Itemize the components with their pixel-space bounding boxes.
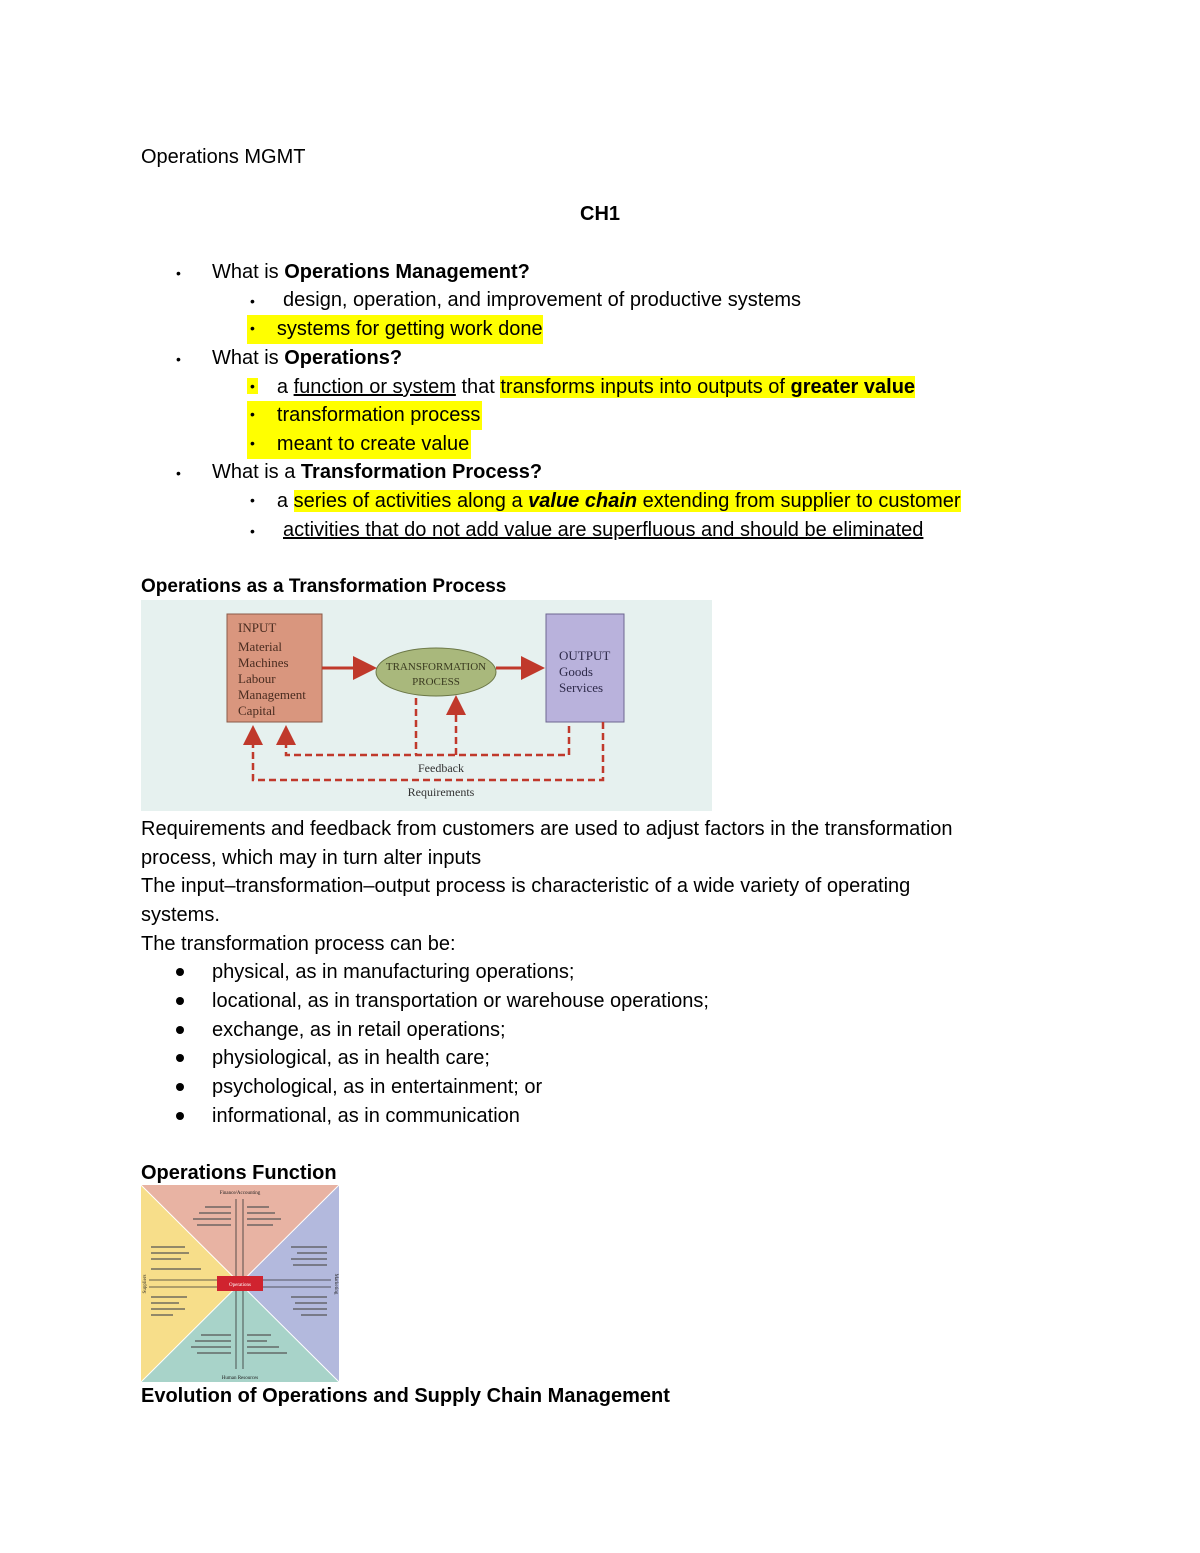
q1-answer-1: design, operation, and improvement of productive systems xyxy=(283,289,802,311)
q2-a1-bold: greater value xyxy=(790,376,916,398)
q3-a1-hl-tail: ex xyxy=(637,490,664,512)
q2-answer-3: meant to create value xyxy=(276,433,470,455)
requirements-label: Requirements xyxy=(407,785,475,799)
finance-label: Finance/Accounting xyxy=(219,1191,261,1196)
output-item: Goods xyxy=(559,664,593,679)
q2-a1-highlight-text: transforms inputs into outputs of xyxy=(500,376,791,398)
input-title: INPUT xyxy=(238,620,277,635)
process-type-item: locational, as in transportation or warehouse operations; xyxy=(212,990,709,1012)
q3-a1-value-chain: value chain xyxy=(528,490,638,512)
q1-answer-2: systems for getting work done xyxy=(276,318,543,340)
section-heading-operations-function: Operations Function xyxy=(141,1162,337,1184)
bullet-icon xyxy=(176,1054,184,1062)
bullet-icon: • xyxy=(250,435,255,451)
process-label-2: PROCESS xyxy=(412,676,460,688)
q2-answer-3-highlight xyxy=(247,430,471,459)
q1-term: Operations Management? xyxy=(284,261,530,283)
bullet-icon: • xyxy=(250,523,255,539)
document-title: Operations MGMT xyxy=(141,146,306,168)
bullet-icon: • xyxy=(250,492,255,508)
bullet-icon xyxy=(176,1026,184,1034)
paragraph-2-line-2: systems. xyxy=(141,904,220,926)
transformation-process-diagram xyxy=(141,600,712,811)
q3-a1-prefix: a xyxy=(276,490,294,512)
process-type-item: physical, as in manufacturing operations; xyxy=(212,961,575,983)
process-type-item: psychological, as in entertainment; or xyxy=(212,1076,543,1098)
operations-function-diagram xyxy=(141,1185,339,1382)
input-item: Management xyxy=(238,687,306,702)
hr-label: Human Resources xyxy=(221,1376,259,1381)
bullet-icon: • xyxy=(247,378,258,394)
q2-term: Operations? xyxy=(284,347,403,369)
question-operations xyxy=(212,344,402,372)
bullet-icon: • xyxy=(250,293,255,309)
bullet-icon: • xyxy=(176,351,181,367)
bullet-icon xyxy=(176,1083,184,1091)
output-item: Services xyxy=(559,680,604,695)
chapter-heading: CH1 xyxy=(580,203,621,225)
output-title: OUTPUT xyxy=(559,648,611,663)
q2-prefix: What is xyxy=(212,347,285,369)
q2-answer-2-highlight xyxy=(247,401,482,430)
question-operations-management xyxy=(212,258,530,286)
q3-prefix: What is a xyxy=(212,461,301,483)
input-item: Capital xyxy=(238,703,276,718)
q2-answer-1 xyxy=(247,373,915,402)
process-type-item: physiological, as in health care; xyxy=(212,1047,490,1069)
paragraph-2-line-1: The input–transformation–output process is characteristic of a wide variety of operating xyxy=(141,875,911,897)
suppliers-label: Suppliers xyxy=(143,1274,148,1294)
bullet-icon xyxy=(176,968,184,976)
input-item: Material xyxy=(238,639,283,654)
q2-a1-connector: that xyxy=(455,376,501,398)
q1-prefix: What is xyxy=(212,261,285,283)
bullet-icon xyxy=(176,1112,184,1120)
bullet-icon xyxy=(176,997,184,1005)
bullet-icon: • xyxy=(176,265,181,281)
marketing-label: Marketing xyxy=(333,1273,338,1295)
bullet-icon: • xyxy=(250,406,255,422)
question-transformation-process xyxy=(212,458,542,486)
q2-a1-highlight xyxy=(500,376,915,398)
q3-a1-hl-text: series of activities along a xyxy=(293,490,529,512)
q3-answer-2: activities that do not add value are superfluous and should be eliminated xyxy=(283,519,924,541)
input-item: Machines xyxy=(238,655,289,670)
bullet-icon: • xyxy=(250,320,255,336)
q1-answer-2-highlight xyxy=(247,315,543,344)
process-label-1: TRANSFORMATION xyxy=(385,661,487,673)
input-item: Labour xyxy=(238,671,276,686)
process-type-item: informational, as in communication xyxy=(212,1105,520,1127)
feedback-label: Feedback xyxy=(418,761,464,775)
q3-a1-rest: tending from supplier to customer xyxy=(663,490,961,512)
q2-answer-2: transformation process xyxy=(276,404,481,426)
q3-term: Transformation Process? xyxy=(300,461,543,483)
paragraph-1-line-1: Requirements and feedback from customers are used to adjust factors in the transformation xyxy=(141,818,953,840)
q2-a1-prefix: a xyxy=(276,376,294,398)
section-heading-evolution: Evolution of Operations and Supply Chain Management xyxy=(141,1385,670,1407)
q3-a1-highlight xyxy=(294,490,961,512)
bullet-icon: • xyxy=(176,465,181,481)
section-heading-transformation: Operations as a Transformation Process xyxy=(141,576,507,597)
q3-answer-1 xyxy=(250,487,961,516)
feedback-loop-outer xyxy=(286,726,569,755)
operations-center-label: Operations xyxy=(229,1283,251,1288)
paragraph-3: The transformation process can be: xyxy=(141,933,456,955)
q2-a1-underlined: function or system xyxy=(293,376,456,398)
paragraph-1-line-2: process, which may in turn alter inputs xyxy=(141,847,482,869)
process-type-item: exchange, as in retail operations; xyxy=(212,1019,506,1041)
